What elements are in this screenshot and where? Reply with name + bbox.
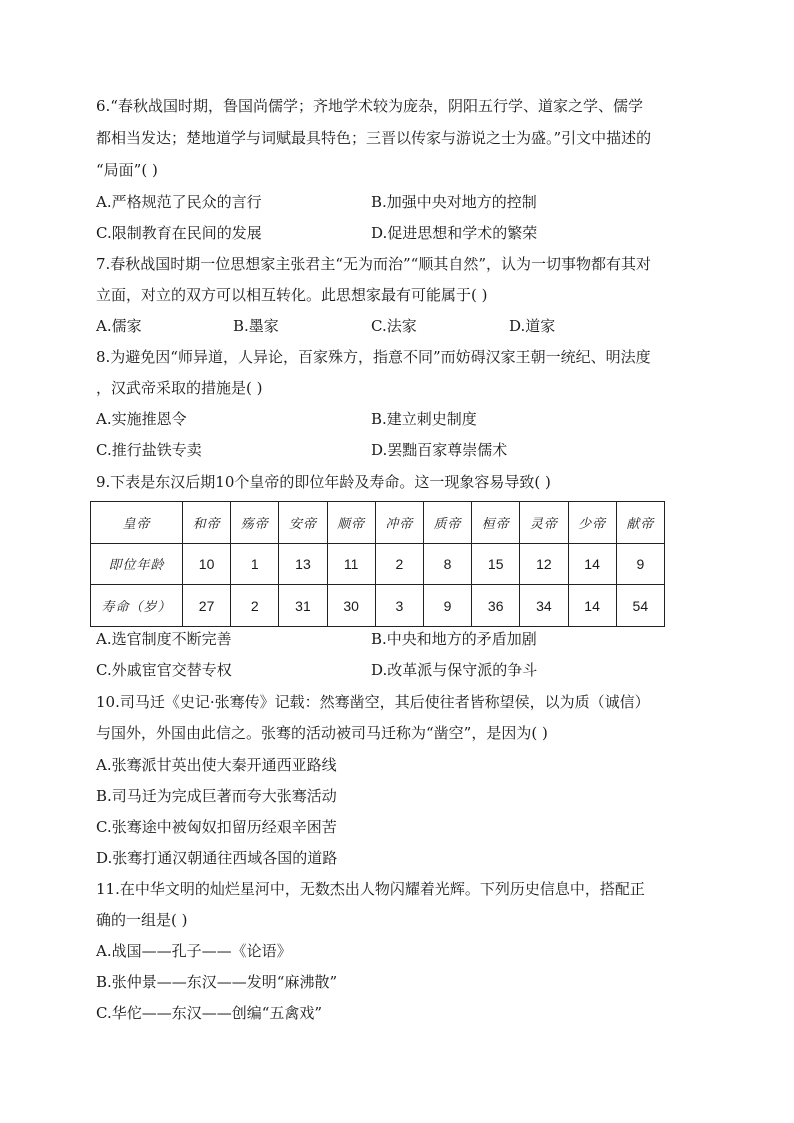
- table-cell: 36: [472, 585, 520, 627]
- q7-stem-line-2: 立面，对立的双方可以相互转化。此思想家最有可能属于( ): [96, 286, 488, 304]
- table-row-label: 即位年龄: [91, 543, 183, 585]
- q8-option-a[interactable]: A.实施推恩令: [96, 410, 187, 428]
- table-header-cell: 皇帝: [91, 502, 183, 544]
- table-cell: 14: [568, 543, 616, 585]
- table-header-cell: 殇帝: [231, 502, 279, 544]
- q9-option-c[interactable]: C.外戚宦官交替专权: [96, 661, 232, 679]
- q10-stem-line-1: 10.司马迁《史记·张骞传》记载：然骞凿空，其后使往者皆称望侯，以为质（诚信）: [96, 693, 650, 711]
- q9-option-b[interactable]: B.中央和地方的矛盾加剧: [371, 630, 537, 648]
- table-header-cell: 灵帝: [520, 502, 568, 544]
- q6-option-a[interactable]: A.严格规范了民众的言行: [96, 193, 262, 211]
- q7-option-c[interactable]: C.法家: [371, 317, 417, 335]
- q6-option-b[interactable]: B.加强中央对地方的控制: [371, 193, 537, 211]
- q11-option-a[interactable]: A.战国——孔子——《论语》: [96, 942, 292, 960]
- table-header-cell: 冲帝: [375, 502, 423, 544]
- table-cell: 2: [375, 543, 423, 585]
- table-cell: 27: [183, 585, 231, 627]
- table-cell: 1: [231, 543, 279, 585]
- q8-option-c[interactable]: C.推行盐铁专卖: [96, 441, 202, 459]
- q6-stem-line-3: “局面”( ): [96, 161, 158, 179]
- q10-option-a[interactable]: A.张骞派甘英出使大秦开通西亚路线: [96, 756, 337, 774]
- table-header-cell: 和帝: [183, 502, 231, 544]
- table-cell: 15: [472, 543, 520, 585]
- table-header-cell: 安帝: [279, 502, 327, 544]
- q8-option-d[interactable]: D.罢黜百家尊崇儒术: [371, 441, 508, 459]
- q7-option-b[interactable]: B.墨家: [233, 317, 279, 335]
- q6-option-c[interactable]: C.限制教育在民间的发展: [96, 224, 262, 242]
- table-cell: 8: [423, 543, 471, 585]
- q9-stem-line-1: 9.下表是东汉后期10个皇帝的即位年龄及寿命。这一现象容易导致( ): [96, 473, 551, 491]
- table-cell: 3: [375, 585, 423, 627]
- table-row-label: 寿命（岁）: [91, 585, 183, 627]
- table-cell: 30: [327, 585, 375, 627]
- table-cell: 12: [520, 543, 568, 585]
- table-header-cell: 顺帝: [327, 502, 375, 544]
- table-row: [91, 543, 665, 585]
- table-cell: 34: [520, 585, 568, 627]
- q8-option-b[interactable]: B.建立刺史制度: [371, 410, 477, 428]
- table-header-cell: 桓帝: [472, 502, 520, 544]
- q8-stem-line-1: 8.为避免因“师异道，人异论，百家殊方，指意不同”而妨碍汉家王朝一统纪、明法度: [96, 348, 651, 366]
- q9-option-a[interactable]: A.选官制度不断完善: [96, 630, 232, 648]
- q11-stem-line-2: 确的一组是( ): [96, 911, 188, 929]
- q10-option-b[interactable]: B.司马迁为完成巨著而夸大张骞活动: [96, 787, 337, 805]
- q10-option-d[interactable]: D.张骞打通汉朝通往西域各国的道路: [96, 849, 338, 867]
- q6-stem-line-2: 都相当发达；楚地道学与词赋最具特色；三晋以传家与游说之士为盛。”引文中描述的: [96, 129, 652, 147]
- emperor-age-table: [90, 501, 665, 627]
- q11-option-c[interactable]: C.华佗——东汉——创编“五禽戏”: [96, 1004, 323, 1022]
- q10-option-c[interactable]: C.张骞途中被匈奴扣留历经艰辛困苦: [96, 818, 337, 836]
- q7-option-d[interactable]: D.道家: [509, 317, 556, 335]
- table-cell: 2: [231, 585, 279, 627]
- table-cell: 9: [616, 543, 664, 585]
- q9-option-d[interactable]: D.改革派与保守派的争斗: [371, 661, 538, 679]
- table-cell: 14: [568, 585, 616, 627]
- q6-stem-line-1: 6.“春秋战国时期，鲁国尚儒学；齐地学术较为庞杂，阴阳五行学、道家之学、儒学: [96, 97, 643, 115]
- q8-stem-line-2: ，汉武帝采取的措施是( ): [96, 379, 263, 397]
- table-row: [91, 585, 665, 627]
- q10-stem-line-2: 与国外，外国由此信之。张骞的活动被司马迁称为“凿空”，是因为( ): [96, 724, 548, 742]
- table-cell: 9: [423, 585, 471, 627]
- table-header-cell: 少帝: [568, 502, 616, 544]
- q7-option-a[interactable]: A.儒家: [96, 317, 142, 335]
- q11-stem-line-1: 11.在中华文明的灿烂星河中，无数杰出人物闪耀着光辉。下列历史信息中，搭配正: [96, 880, 645, 898]
- table-header-cell: 献帝: [616, 502, 664, 544]
- table-cell: 31: [279, 585, 327, 627]
- q11-option-b[interactable]: B.张仲景——东汉——发明“麻沸散”: [96, 973, 338, 991]
- table-cell: 54: [616, 585, 664, 627]
- table-header-row: [91, 502, 665, 544]
- table-cell: 13: [279, 543, 327, 585]
- table-cell: 10: [183, 543, 231, 585]
- table-cell: 11: [327, 543, 375, 585]
- table-header-cell: 质帝: [423, 502, 471, 544]
- q7-stem-line-1: 7.春秋战国时期一位思想家主张君主“无为而治”“顺其自然”，认为一切事物都有其对: [96, 255, 651, 273]
- q6-option-d[interactable]: D.促进思想和学术的繁荣: [371, 224, 538, 242]
